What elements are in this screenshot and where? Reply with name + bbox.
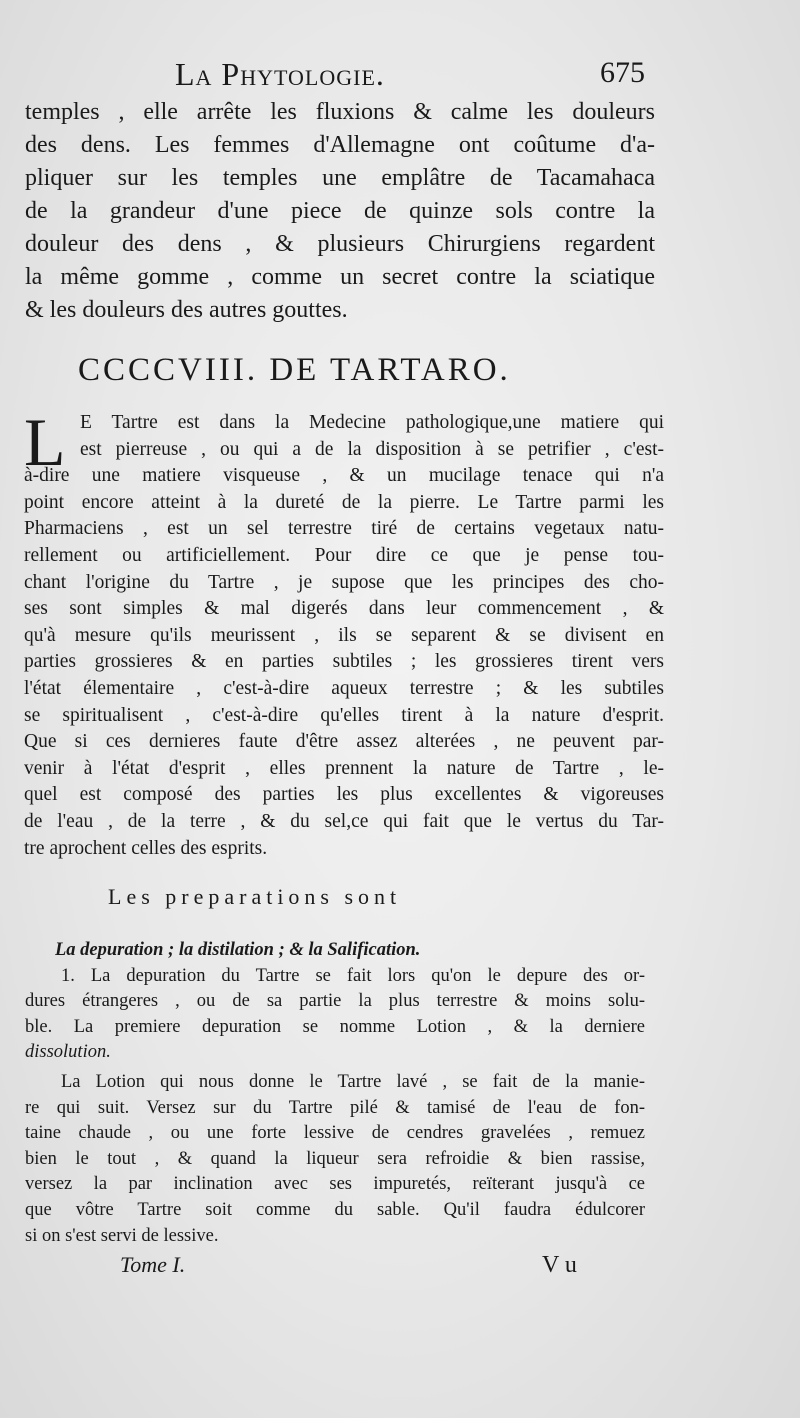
text-line: & les douleurs des autres gouttes. [25, 297, 348, 323]
text-line: se spiritualisent , c'est-à-dire qu'elles tirent à la nature d'esprit. [24, 704, 664, 726]
running-header [0, 54, 800, 98]
text-line: temples , elle arrête les fluxions & calme les douleurs [25, 99, 655, 125]
text-line: des dens. Les femmes d'Allemagne ont coûtume d'a- [25, 132, 655, 158]
chapter-heading: CCCCVIII. DE TARTARO. [78, 352, 511, 388]
text-line: venir à l'état d'esprit , elles prennent la nature de Tartre , le- [24, 757, 664, 779]
text-line: point encore atteint à la dureté de la pierre. Le Tartre parmi les [24, 491, 664, 513]
text-line: douleur des dens , & plusieurs Chirurgiens regardent [25, 231, 655, 257]
page-number: 675 [600, 56, 645, 89]
text-line: dures étrangeres , ou de sa partie la plus terrestre & moins solu- [25, 991, 645, 1012]
section-heading: Les preparations sont [108, 884, 402, 909]
signature-mark: V u [542, 1252, 577, 1278]
text-line: versez la par inclination avec ses impuretés, reïterant jusqu'à ce [25, 1174, 645, 1195]
text-line: Que si ces dernieres faute d'être assez alterées , ne peuvent par- [24, 731, 664, 753]
text-line: la même gomme , comme un secret contre la sciatique [25, 264, 655, 290]
text-line: taine chaude , ou une forte lessive de cendres gravelées , remuez [25, 1123, 645, 1144]
text-line: l'état élementaire , c'est-à-dire aqueux terrestre ; & les subtiles [24, 677, 664, 699]
text-line: quel est composé des parties les plus excellentes & vigoreuses [24, 784, 664, 806]
text-line: parties grossieres & en parties subtiles ; les grossieres tirent vers [24, 651, 664, 673]
text-line: ses sont simples & mal digerés dans leur commencement , & [24, 598, 664, 620]
volume-label: Tome I. [120, 1252, 186, 1277]
text-line: tre aprochent celles des esprits. [24, 837, 268, 859]
text-line: Pharmaciens , est un sel terrestre tiré de certains vegetaux natu- [24, 518, 664, 540]
text-line: à-dire une matiere visqueuse , & un mucilage tenace qui n'a [24, 465, 664, 487]
drop-cap: L [24, 404, 66, 480]
text-line: pliquer sur les temples une emplâtre de Tacamahaca [25, 165, 655, 191]
text-line: de l'eau , de la terre , & du sel,ce qui fait que le vertus du Tar- [24, 810, 664, 832]
text-line: est pierreuse , ou qui a de la disposition à se petrifier , c'est- [80, 438, 664, 460]
text-line: ble. La premiere depuration se nomme Lotion , & la derniere [25, 1016, 645, 1037]
text-line: chant l'origine du Tartre , je supose que les principes des cho- [24, 571, 664, 593]
text-line: si on s'est servi de lessive. [25, 1225, 219, 1246]
text-line: re qui suit. Versez sur du Tartre pilé & tamisé de l'eau de fon- [25, 1097, 645, 1118]
text-line: 1. La depuration du Tartre se fait lors qu'on le depure des or- [61, 965, 645, 986]
text-line: La Lotion qui nous donne le Tartre lavé , se fait de la manie- [61, 1071, 645, 1092]
text-line: dissolution. [25, 1042, 111, 1063]
text-line: rellement ou artificiellement. Pour dire ce que je pense tou- [24, 544, 664, 566]
running-title: La Phytologie. [175, 56, 385, 92]
text-line: de la grandeur d'une piece de quinze sols contre la [25, 198, 655, 224]
page-footer [0, 1252, 800, 1288]
text-line: E Tartre est dans la Medecine pathologique,une matiere qui [80, 412, 664, 433]
text-line: que vôtre Tartre soit comme du sable. Qu'il faudra édulcorer [25, 1199, 645, 1220]
lead-paragraph [25, 96, 655, 327]
main-paragraph [24, 404, 664, 862]
text-line: qu'à mesure qu'ils meurissent , ils se separent & se divisent en [24, 624, 664, 646]
text-line: bien le tout , & quand la liqueur sera refroidie & bien rassise, [25, 1148, 645, 1169]
preparations-list: La depuration ; la distilation ; & la Salification. [55, 940, 421, 960]
preparations-section [25, 938, 645, 1249]
